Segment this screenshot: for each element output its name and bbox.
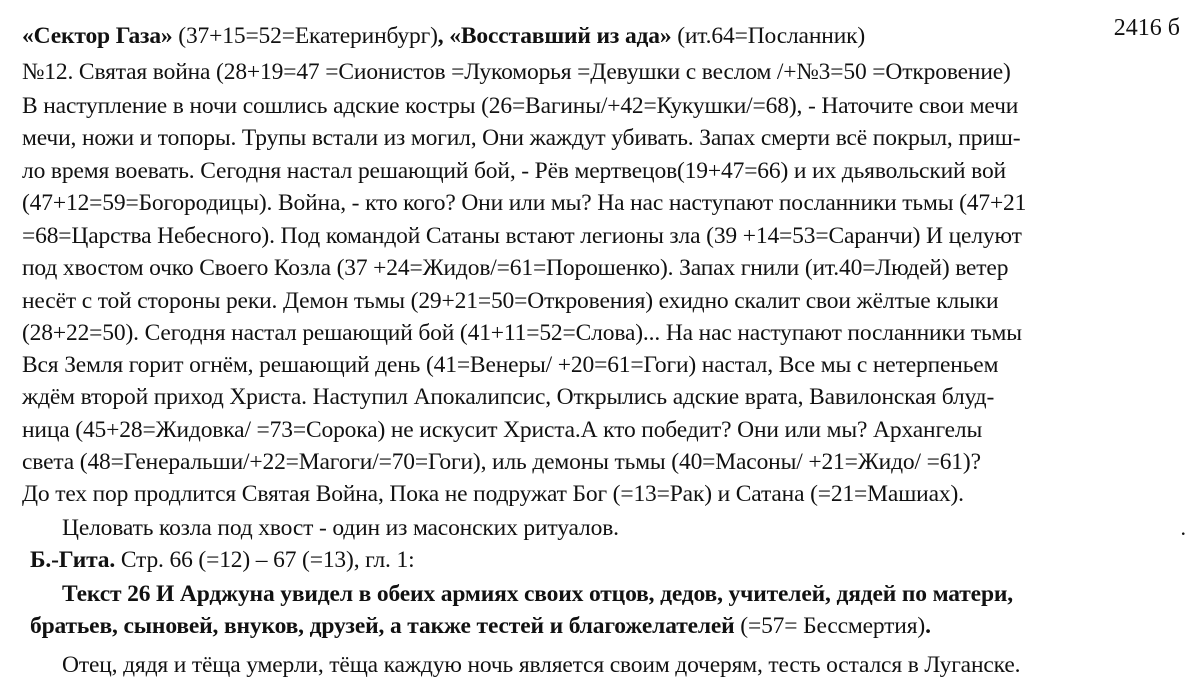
- verse-note: (=57= Бессмертия): [734, 613, 926, 639]
- lyrics-line: ло время воевать. Сегодня настал решающий бой, - Рёв мертвецов(19+47=66) и их дьявольский вой: [22, 158, 1006, 184]
- page-number: 2416 б: [1113, 15, 1180, 41]
- lyrics-line: под хвостом очко Своего Козла (37 +24=Жидов/=61=Порошенко). Запах гнили (ит.40=Людей) ветер: [22, 255, 1009, 281]
- lyrics-line: (28+22=50). Сегодня настал решающий бой (41+11=52=Слова)... На нас наступают посланники тьмы: [22, 320, 1022, 346]
- lyrics-line: ждём второй приход Христа. Наступил Апокалипсис, Открылись адские врата, Вавилонская блуд-: [22, 384, 995, 410]
- header-separator: ,: [437, 23, 450, 49]
- note-line: Целовать козла под хвост - один из масонских ритуалов.: [62, 515, 619, 541]
- band-name: «Сектор Газа»: [22, 23, 173, 49]
- gita-reference: [30, 546, 414, 574]
- lyrics-line: До тех пор продлится Святая Война, Пока не подружат Бог (=13=Рак) и Сатана (=21=Машиах).: [22, 481, 964, 507]
- lyrics-line: Вся Земля горит огнём, решающий день (41=Венеры/ +20=61=Гоги) настал, Все мы с нетерпеньем: [22, 352, 999, 378]
- note-mark: .: [1180, 515, 1186, 540]
- lyrics-line: света (48=Генеральши/+22=Магоги/=70=Гоги), иль демоны тьмы (40=Масоны/ +21=Жидо/ =61)?: [22, 449, 981, 475]
- lyrics-line: =68=Царства Небесного). Под командой Сатаны встают легионы зла (39 +14=53=Саранчи) И целуют: [22, 223, 1022, 249]
- song-title: №12. Святая война (28+19=47 =Сионистов =Лукоморья =Девушки с веслом /+№3=50 =Откровение): [22, 59, 1011, 85]
- comment-line: Отец, дядя и тёща умерли, тёща каждую ночь является своим дочерям, тесть остался в Луганске.: [62, 652, 1021, 678]
- lyrics-line: мечи, ножи и топоры. Трупы встали из могил, Они жаждут убивать. Запах смерти всё покрыл, приш-: [22, 125, 1021, 151]
- verse-end: .: [925, 613, 931, 639]
- verse-text: братьев, сыновей, внуков, друзей, а также тестей и благожелателей: [30, 613, 735, 639]
- album-note: (ит.64=Посланник): [671, 23, 866, 49]
- gita-label: Б.-Гита.: [30, 547, 116, 573]
- lyrics-line: несёт с той стороны реки. Демон тьмы (29+21=50=Откровения) ехидно скалит свои жёлтые клыки: [22, 288, 999, 314]
- gita-text: Стр. 66 (=12) – 67 (=13), гл. 1:: [115, 547, 415, 573]
- lyrics-line: (47+12=59=Богородицы). Война, - кто кого? Они или мы? На нас наступают посланники тьмы (47+21: [22, 190, 1027, 216]
- verse-line: Текст 26 И Арджуна увидел в обеих армиях своих отцов, дедов, учителей, дядей по матери,: [62, 581, 1014, 607]
- band-name-note: (37+15=52=Екатеринбург): [172, 23, 438, 49]
- header-line: [22, 22, 865, 50]
- album-name: «Восставший из ада»: [449, 23, 672, 49]
- verse-line: [30, 612, 931, 640]
- lyrics-line: В наступление в ночи сошлись адские костры (26=Вагины/+42=Кукушки/=68), - Наточите свои мечи: [22, 93, 1019, 119]
- lyrics-line: ница (45+28=Жидовка/ =73=Сорока) не искусит Христа.А кто победит? Они или мы? Архангелы: [22, 417, 983, 443]
